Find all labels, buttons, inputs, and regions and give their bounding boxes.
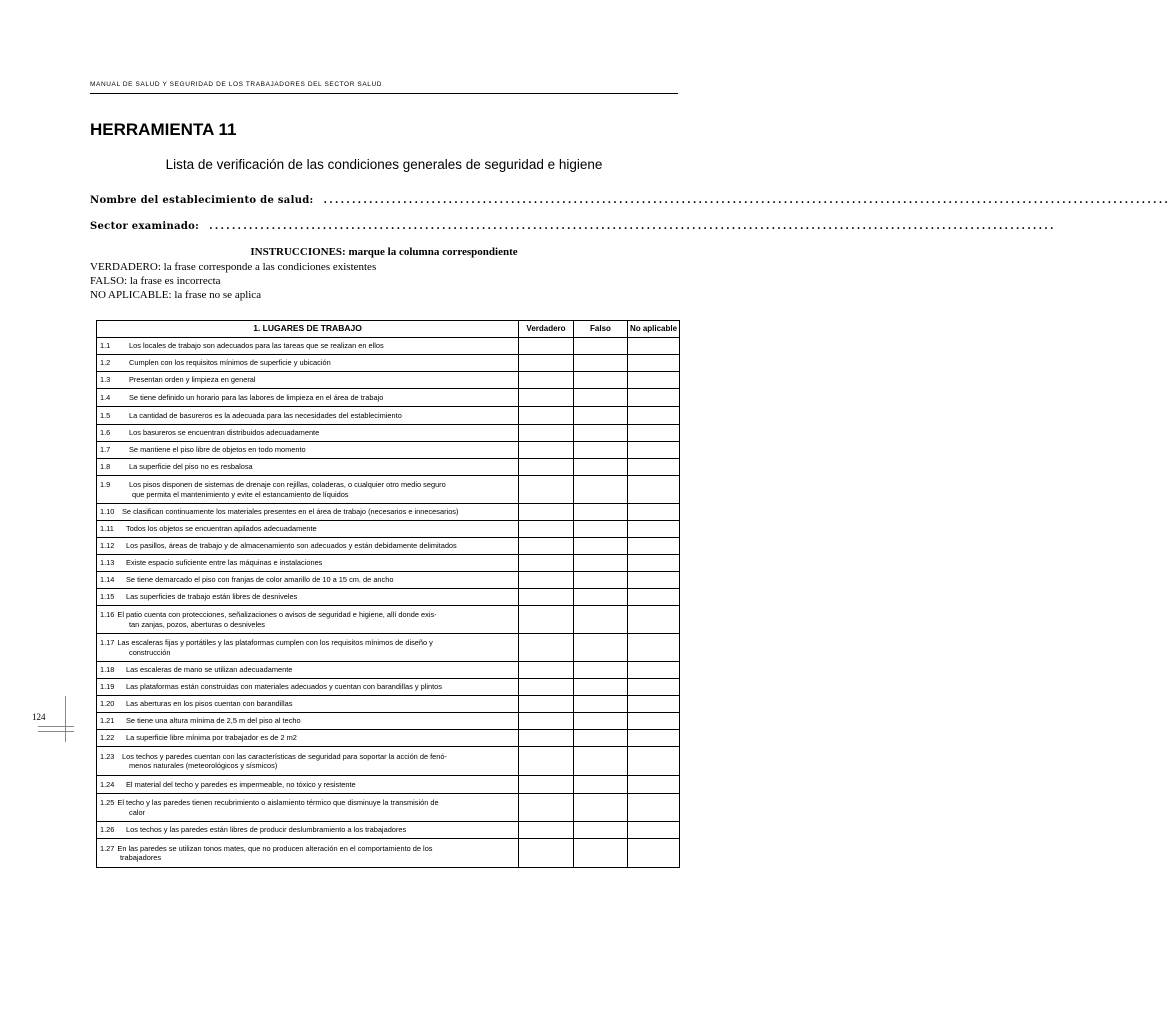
true-checkbox-cell[interactable]: [519, 794, 574, 822]
na-checkbox-cell[interactable]: [628, 822, 680, 839]
table-row: [97, 521, 680, 538]
table-row: [97, 572, 680, 589]
false-checkbox-cell[interactable]: [574, 747, 628, 776]
item-text: Los basureros se encuentran distribuidos adecuadamente: [129, 428, 320, 438]
item-number: 1.16: [100, 610, 115, 619]
true-checkbox-cell[interactable]: [519, 606, 574, 634]
instruction-true: [90, 261, 376, 273]
item-number: 1.15: [100, 592, 115, 602]
false-checkbox-cell[interactable]: [574, 730, 628, 747]
na-checkbox-cell[interactable]: [628, 589, 680, 606]
na-checkbox-cell[interactable]: [628, 776, 680, 794]
item-text: Los locales de trabajo son adecuados para las tareas que se realizan en ellos: [129, 341, 384, 351]
false-checkbox-cell[interactable]: [574, 389, 628, 407]
item-cell: [97, 338, 519, 355]
na-checkbox-cell[interactable]: [628, 730, 680, 747]
true-checkbox-cell[interactable]: [519, 679, 574, 696]
na-checkbox-cell[interactable]: [628, 555, 680, 572]
instruction-na: [90, 289, 261, 301]
false-checkbox-cell[interactable]: [574, 459, 628, 476]
false-checkbox-cell[interactable]: [574, 355, 628, 372]
false-checkbox-cell[interactable]: [574, 538, 628, 555]
table-row: [97, 442, 680, 459]
na-checkbox-cell[interactable]: [628, 459, 680, 476]
establishment-label: Nombre del establecimiento de salud:: [90, 195, 314, 206]
true-checkbox-cell[interactable]: [519, 338, 574, 355]
checklist-table: [96, 320, 680, 868]
item-number: 1.14: [100, 575, 115, 585]
na-checkbox-cell[interactable]: [628, 442, 680, 459]
item-text: Existe espacio suficiente entre las máquinas e instalaciones: [126, 558, 323, 568]
true-checkbox-cell[interactable]: [519, 389, 574, 407]
false-checkbox-cell[interactable]: [574, 504, 628, 521]
true-checkbox-cell[interactable]: [519, 476, 574, 504]
item-text: Presentan orden y limpieza en general: [129, 375, 256, 385]
item-cell: [97, 555, 519, 572]
item-text: Los pasillos, áreas de trabajo y de almacenamiento son adecuados y están debidamente delimitados: [126, 541, 457, 551]
true-checkbox-cell[interactable]: [519, 730, 574, 747]
item-text: Los pisos disponen de sistemas de drenaje con rejillas, coladeras, o cualquier otro medio seguro: [129, 480, 446, 489]
instruction-true-text: la frase corresponde a las condiciones existentes: [160, 261, 377, 273]
column-header-false: Falso: [574, 321, 628, 338]
item-number: 1.13: [100, 558, 115, 568]
na-checkbox-cell[interactable]: [628, 504, 680, 521]
table-row: [97, 338, 680, 355]
table-row: [97, 389, 680, 407]
document-title: Lista de verificación de las condiciones generales de seguridad e higiene: [165, 157, 603, 172]
true-checkbox-cell[interactable]: [519, 776, 574, 794]
item-number: 1.1: [100, 341, 111, 351]
na-checkbox-cell[interactable]: [628, 476, 680, 504]
true-checkbox-cell[interactable]: [519, 538, 574, 555]
na-checkbox-cell[interactable]: [628, 606, 680, 634]
item-text: El patio cuenta con protecciones, señalizaciones o avisos de seguridad e higiene, allí donde exis-: [117, 610, 437, 619]
table-row: [97, 747, 680, 776]
item-number: 1.3: [100, 375, 111, 385]
item-text: El material del techo y paredes es impermeable, no tóxico y resistente: [126, 779, 356, 789]
item-text: Se clasifican continuamente los materiales presentes en el área de trabajo (necesarios e innecesarios): [122, 507, 459, 517]
item-text: Se tiene una altura mínima de 2,5 m del piso al techo: [126, 716, 301, 726]
true-checkbox-cell[interactable]: [519, 662, 574, 679]
item-text: Se mantiene el piso libre de objetos en todo momento: [129, 445, 306, 455]
item-text: Todos los objetos se encuentran apilados adecuadamente: [126, 524, 317, 534]
sector-field: [90, 221, 1056, 232]
true-checkbox-cell[interactable]: [519, 696, 574, 713]
item-cell: [97, 389, 519, 407]
true-checkbox-cell[interactable]: [519, 459, 574, 476]
table-row: [97, 555, 680, 572]
sector-label: Sector examinado:: [90, 221, 200, 232]
item-number: 1.12: [100, 541, 115, 551]
item-number: 1.6: [100, 428, 111, 438]
item-number: 1.5: [100, 410, 111, 420]
item-cell: [97, 589, 519, 606]
item-cell: [97, 679, 519, 696]
true-checkbox-cell[interactable]: [519, 839, 574, 868]
column-header-na: No aplicable: [628, 321, 680, 338]
false-checkbox-cell[interactable]: [574, 822, 628, 839]
na-checkbox-cell[interactable]: [628, 338, 680, 355]
instruction-false-text: la frase es incorrecta: [127, 275, 221, 287]
false-checkbox-cell[interactable]: [574, 572, 628, 589]
table-row: [97, 822, 680, 839]
item-number: 1.24: [100, 779, 115, 789]
establishment-dot-leader: .....................................................................................................................................................: [323, 195, 1170, 206]
section-header: 1. LUGARES DE TRABAJO: [97, 321, 519, 338]
item-cell: [97, 476, 519, 504]
item-text: Los techos y paredes cuentan con las características de seguridad para soportar la acción de fenó-: [122, 751, 447, 761]
item-text: La cantidad de basureros es la adecuada para las necesidades del establecimiento: [129, 410, 402, 420]
item-cell: [97, 776, 519, 794]
false-checkbox-cell[interactable]: [574, 589, 628, 606]
false-checkbox-cell[interactable]: [574, 794, 628, 822]
item-cell: [97, 606, 519, 634]
item-number: 1.8: [100, 462, 111, 472]
na-checkbox-cell[interactable]: [628, 372, 680, 389]
table-row: [97, 713, 680, 730]
table-row: [97, 634, 680, 662]
false-checkbox-cell[interactable]: [574, 713, 628, 730]
false-checkbox-cell[interactable]: [574, 662, 628, 679]
item-number: 1.9: [100, 480, 111, 489]
item-text: Las escaleras fijas y portátiles y las plataformas cumplen con los requisitos mínimos de diseño y: [117, 638, 433, 647]
item-cell: [97, 538, 519, 555]
item-number: 1.22: [100, 733, 115, 743]
item-text: Las aberturas en los pisos cuentan con barandillas: [126, 699, 293, 709]
item-number: 1.26: [100, 825, 115, 835]
crop-mark-horizontal: [38, 731, 74, 732]
item-number: 1.25: [100, 798, 115, 807]
na-checkbox-cell[interactable]: [628, 389, 680, 407]
item-text-continuation: calor: [129, 807, 146, 817]
false-checkbox-cell[interactable]: [574, 776, 628, 794]
true-checkbox-cell[interactable]: [519, 589, 574, 606]
item-cell: [97, 822, 519, 839]
true-checkbox-cell[interactable]: [519, 442, 574, 459]
false-checkbox-cell[interactable]: [574, 839, 628, 868]
item-number: 1.20: [100, 699, 115, 709]
item-text: Se tiene demarcado el piso con franjas de color amarillo de 10 a 15 cm. de ancho: [126, 575, 394, 585]
table-row: [97, 662, 680, 679]
na-checkbox-cell[interactable]: [628, 634, 680, 662]
table-row: [97, 504, 680, 521]
table-row: [97, 606, 680, 634]
table-row: [97, 425, 680, 442]
table-row: [97, 696, 680, 713]
running-header: MANUAL DE SALUD Y SEGURIDAD DE LOS TRABAJADORES DEL SECTOR SALUD: [90, 81, 383, 88]
true-checkbox-cell[interactable]: [519, 634, 574, 662]
tool-title: HERRAMIENTA 11: [90, 120, 237, 139]
item-number: 1.11: [100, 524, 114, 534]
false-checkbox-cell[interactable]: [574, 407, 628, 425]
false-checkbox-cell[interactable]: [574, 338, 628, 355]
item-text: La superficie libre mínima por trabajador es de 2 m2: [126, 733, 297, 743]
item-number: 1.7: [100, 445, 111, 455]
na-checkbox-cell[interactable]: [628, 407, 680, 425]
true-checkbox-cell[interactable]: [519, 407, 574, 425]
false-checkbox-cell[interactable]: [574, 425, 628, 442]
na-checkbox-cell[interactable]: [628, 538, 680, 555]
table-row: [97, 459, 680, 476]
item-cell: [97, 407, 519, 425]
item-cell: [97, 504, 519, 521]
table-row: [97, 679, 680, 696]
item-number: 1.4: [100, 392, 111, 402]
false-checkbox-cell[interactable]: [574, 476, 628, 504]
true-checkbox-cell[interactable]: [519, 822, 574, 839]
item-cell: [97, 713, 519, 730]
na-checkbox-cell[interactable]: [628, 572, 680, 589]
na-checkbox-cell[interactable]: [628, 713, 680, 730]
instruction-false-key: FALSO:: [90, 275, 128, 287]
na-checkbox-cell[interactable]: [628, 839, 680, 868]
item-text-continuation: menos naturales (meteorológicos y sísmicos): [129, 761, 278, 770]
false-checkbox-cell[interactable]: [574, 555, 628, 572]
item-text-continuation: trabajadores: [120, 853, 162, 862]
true-checkbox-cell[interactable]: [519, 747, 574, 776]
item-text: El techo y las paredes tienen recubrimiento o aislamiento térmico que disminuye la transmisión de: [117, 798, 439, 807]
table-row: [97, 476, 680, 504]
item-number: 1.27: [100, 843, 115, 853]
item-cell: [97, 355, 519, 372]
establishment-field: [90, 195, 1170, 206]
true-checkbox-cell[interactable]: [519, 355, 574, 372]
false-checkbox-cell[interactable]: [574, 521, 628, 538]
item-text: Las escaleras de mano se utilizan adecuadamente: [126, 665, 293, 675]
item-text: Las plataformas están construidas con materiales adecuados y cuentan con barandillas y plintos: [126, 682, 442, 692]
item-text: Se tiene definido un horario para las labores de limpieza en el área de trabajo: [129, 392, 384, 402]
table-row: [97, 407, 680, 425]
sector-dot-leader: .....................................................................................................................................................: [209, 221, 1056, 232]
item-number: 1.18: [100, 665, 115, 675]
table-row: [97, 776, 680, 794]
instruction-false: [90, 275, 221, 287]
item-cell: [97, 425, 519, 442]
instruction-na-key: NO APLICABLE:: [90, 289, 172, 301]
item-number: 1.19: [100, 682, 115, 692]
header-rule: [90, 93, 678, 94]
false-checkbox-cell[interactable]: [574, 696, 628, 713]
item-number: 1.21: [100, 716, 115, 726]
true-checkbox-cell[interactable]: [519, 504, 574, 521]
false-checkbox-cell[interactable]: [574, 634, 628, 662]
na-checkbox-cell[interactable]: [628, 679, 680, 696]
instruction-na-text: la frase no se aplica: [171, 289, 262, 301]
na-checkbox-cell[interactable]: [628, 355, 680, 372]
na-checkbox-cell[interactable]: [628, 747, 680, 776]
table-row: [97, 839, 680, 868]
item-cell: [97, 442, 519, 459]
item-text: Cumplen con los requisitos mínimos de superficie y ubicación: [129, 358, 331, 368]
item-cell: [97, 696, 519, 713]
item-text-continuation: tan zanjas, pozos, aberturas o desniveles: [129, 619, 265, 629]
item-cell: [97, 839, 519, 868]
item-text: Los techos y las paredes están libres de producir deslumbramiento a los trabajadores: [126, 825, 407, 835]
item-number: 1.2: [100, 358, 111, 368]
false-checkbox-cell[interactable]: [574, 372, 628, 389]
instruction-true-key: VERDADERO:: [90, 261, 161, 273]
table-row: [97, 794, 680, 822]
table-row: [97, 538, 680, 555]
table-header-row: [97, 321, 680, 338]
table-row: [97, 589, 680, 606]
item-text: La superficie del piso no es resbalosa: [129, 462, 253, 472]
item-cell: [97, 634, 519, 662]
item-text-continuation: construcción: [129, 647, 171, 657]
true-checkbox-cell[interactable]: [519, 372, 574, 389]
false-checkbox-cell[interactable]: [574, 606, 628, 634]
item-number: 1.23: [100, 751, 115, 761]
column-header-true: Verdadero: [519, 321, 574, 338]
false-checkbox-cell[interactable]: [574, 442, 628, 459]
na-checkbox-cell[interactable]: [628, 425, 680, 442]
item-text: Las superficies de trabajo están libres de desniveles: [126, 592, 298, 602]
item-cell: [97, 521, 519, 538]
na-checkbox-cell[interactable]: [628, 696, 680, 713]
item-text: En las paredes se utilizan tonos mates, que no producen alteración en el comportamiento de los: [117, 843, 433, 853]
na-checkbox-cell[interactable]: [628, 794, 680, 822]
table-row: [97, 355, 680, 372]
na-checkbox-cell[interactable]: [628, 662, 680, 679]
table-row: [97, 730, 680, 747]
true-checkbox-cell[interactable]: [519, 713, 574, 730]
item-cell: [97, 730, 519, 747]
crop-mark-horizontal: [38, 726, 74, 727]
false-checkbox-cell[interactable]: [574, 679, 628, 696]
true-checkbox-cell[interactable]: [519, 555, 574, 572]
item-cell: [97, 372, 519, 389]
na-checkbox-cell[interactable]: [628, 521, 680, 538]
item-number: 1.17: [100, 638, 115, 647]
item-cell: [97, 794, 519, 822]
true-checkbox-cell[interactable]: [519, 521, 574, 538]
table-row: [97, 372, 680, 389]
true-checkbox-cell[interactable]: [519, 572, 574, 589]
page-number: 124: [32, 712, 46, 722]
item-number: 1.10: [100, 507, 115, 517]
true-checkbox-cell[interactable]: [519, 425, 574, 442]
item-cell: [97, 662, 519, 679]
item-cell: [97, 747, 519, 776]
crop-mark-vertical: [65, 696, 66, 742]
item-cell: [97, 572, 519, 589]
instructions-title: INSTRUCCIONES: marque la columna correspondiente: [250, 246, 518, 258]
item-cell: [97, 459, 519, 476]
item-text-continuation: que permita el mantenimiento y evite el estancamiento de líquidos: [132, 489, 349, 499]
